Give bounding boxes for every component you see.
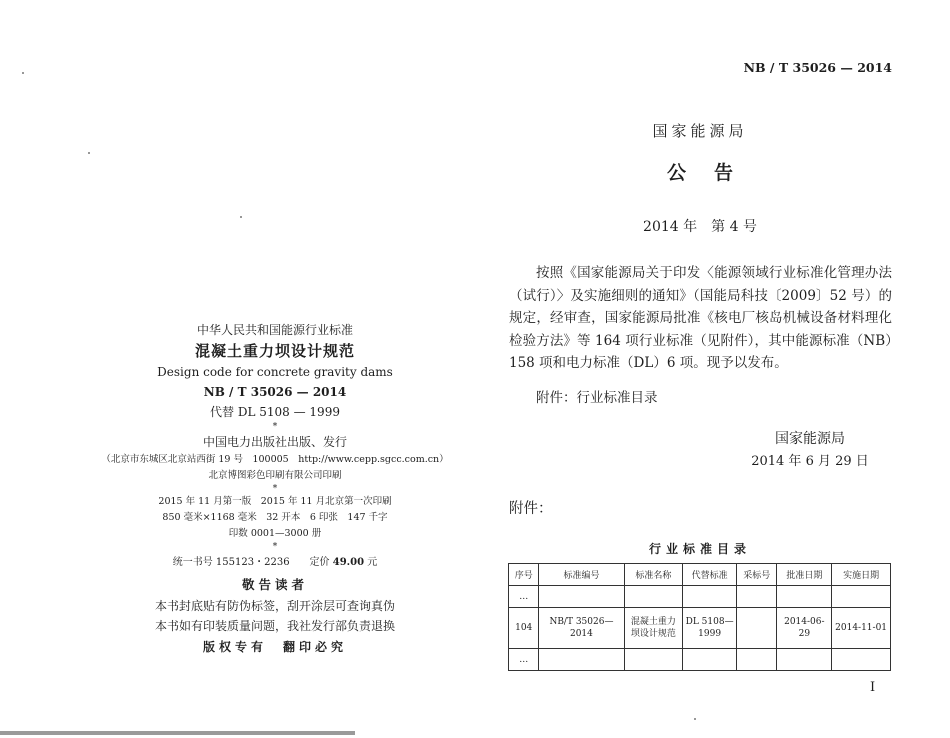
signature-date: 2014 年 6 月 29 日	[751, 454, 869, 469]
standard-code: NB / T 35026 — 2014	[203, 385, 347, 399]
table-cell: …	[509, 649, 539, 671]
table-cell	[736, 586, 777, 608]
table-cell: …	[509, 586, 539, 608]
table-cell	[624, 649, 683, 671]
replaces-standard: 代替 DL 5108 — 1999	[210, 405, 340, 419]
notice-heading: 敬告读者	[241, 577, 308, 592]
page-number: I	[870, 680, 876, 695]
notice-title: 公告	[666, 162, 761, 184]
col-header: 实施日期	[832, 564, 891, 586]
table-cell	[539, 586, 624, 608]
price-unit: 元	[364, 557, 378, 568]
table-cell: NB/T 35026—2014	[539, 608, 624, 649]
standard-org: 中华人民共和国能源行业标准	[196, 323, 353, 337]
table-cell	[832, 649, 891, 671]
col-header: 标准名称	[624, 564, 683, 586]
col-header: 采标号	[736, 564, 777, 586]
notice-body	[509, 262, 892, 375]
table-cell	[736, 608, 777, 649]
table-row	[509, 608, 891, 649]
table-cell	[832, 586, 891, 608]
print-run: 印数 0001—3000 册	[228, 528, 322, 539]
table-cell	[683, 586, 737, 608]
separator-star: *	[272, 422, 278, 432]
attachment-label: 附件：	[509, 501, 553, 517]
table-cell	[777, 586, 832, 608]
scan-edge-bar	[0, 731, 355, 735]
table-cell: 2014-06-29	[777, 608, 832, 649]
book-title-cn: 混凝土重力坝设计规范	[194, 342, 355, 360]
isbn-price	[60, 552, 490, 574]
col-header: 代替标准	[683, 564, 737, 586]
format-info: 850 毫米×1168 毫米 32 开本 6 印张 147 千字	[162, 512, 388, 523]
table-cell: DL 5108—1999	[683, 608, 737, 649]
table-row	[509, 586, 891, 608]
standards-table	[508, 563, 891, 671]
printer: 北京博图彩色印刷有限公司印刷	[208, 470, 342, 481]
table-cell	[624, 586, 683, 608]
notice-quality: 本书如有印装质量问题，我社发行部负责退换	[154, 619, 395, 633]
scan-speck	[88, 152, 90, 154]
col-header: 批准日期	[777, 564, 832, 586]
header-standard-code: NB / T 35026 — 2014	[743, 60, 892, 75]
table-cell	[539, 649, 624, 671]
rights-reserved: 版权专有 翻印必究	[202, 640, 347, 654]
edition-info: 2015 年 11 月第一版 2015 年 11 月北京第一次印刷	[158, 496, 392, 507]
scan-speck	[22, 72, 24, 74]
separator-star: *	[272, 484, 278, 494]
isbn-label: 统一书号 155123・2236 定价	[172, 557, 333, 568]
scan-speck	[694, 718, 696, 720]
table-row	[509, 649, 891, 671]
attachment-line: 附件：行业标准目录	[536, 390, 658, 406]
publisher-address: （北京市东城区北京站西街 19 号 100005 http://www.cepp.sgcc.com.cn）	[101, 454, 449, 465]
table-cell: 混凝土重力坝设计规范	[624, 608, 683, 649]
notice-number: 2014 年 第 4 号	[643, 219, 757, 235]
book-title-en: Design code for concrete gravity dams	[157, 365, 393, 379]
scan-speck	[240, 216, 242, 218]
notice-paragraph: 按照《国家能源局关于印发〈能源领域行业标准化管理办法（试行）〉及实施细则的通知》（国能局科技〔2009〕52 号）的规定，经审查，国家能源局批准《核电厂核岛机械设备材料理化检验方法》等 164 项行业标准（见附件），其中能源标准（NB）158 项和电力标准（DL）6 项。现予以发布。	[509, 265, 892, 371]
agency-heading: 国家能源局	[652, 122, 748, 140]
table-title: 行业标准目录	[648, 542, 751, 556]
publisher: 中国电力出版社出版、发行	[202, 435, 347, 449]
table-cell	[777, 649, 832, 671]
table-header-row	[509, 564, 891, 586]
col-header: 标准编号	[539, 564, 624, 586]
table-cell	[736, 649, 777, 671]
notice-anticounterfeit: 本书封底贴有防伪标签，刮开涂层可查询真伪	[154, 599, 395, 613]
price-value: 49.00	[332, 557, 365, 568]
col-header: 序号	[509, 564, 539, 586]
table-cell: 104	[509, 608, 539, 649]
table-cell	[683, 649, 737, 671]
table-cell: 2014-11-01	[832, 608, 891, 649]
signature-org: 国家能源局	[775, 431, 845, 447]
copyright-page	[60, 320, 490, 658]
separator-star: *	[272, 542, 278, 552]
